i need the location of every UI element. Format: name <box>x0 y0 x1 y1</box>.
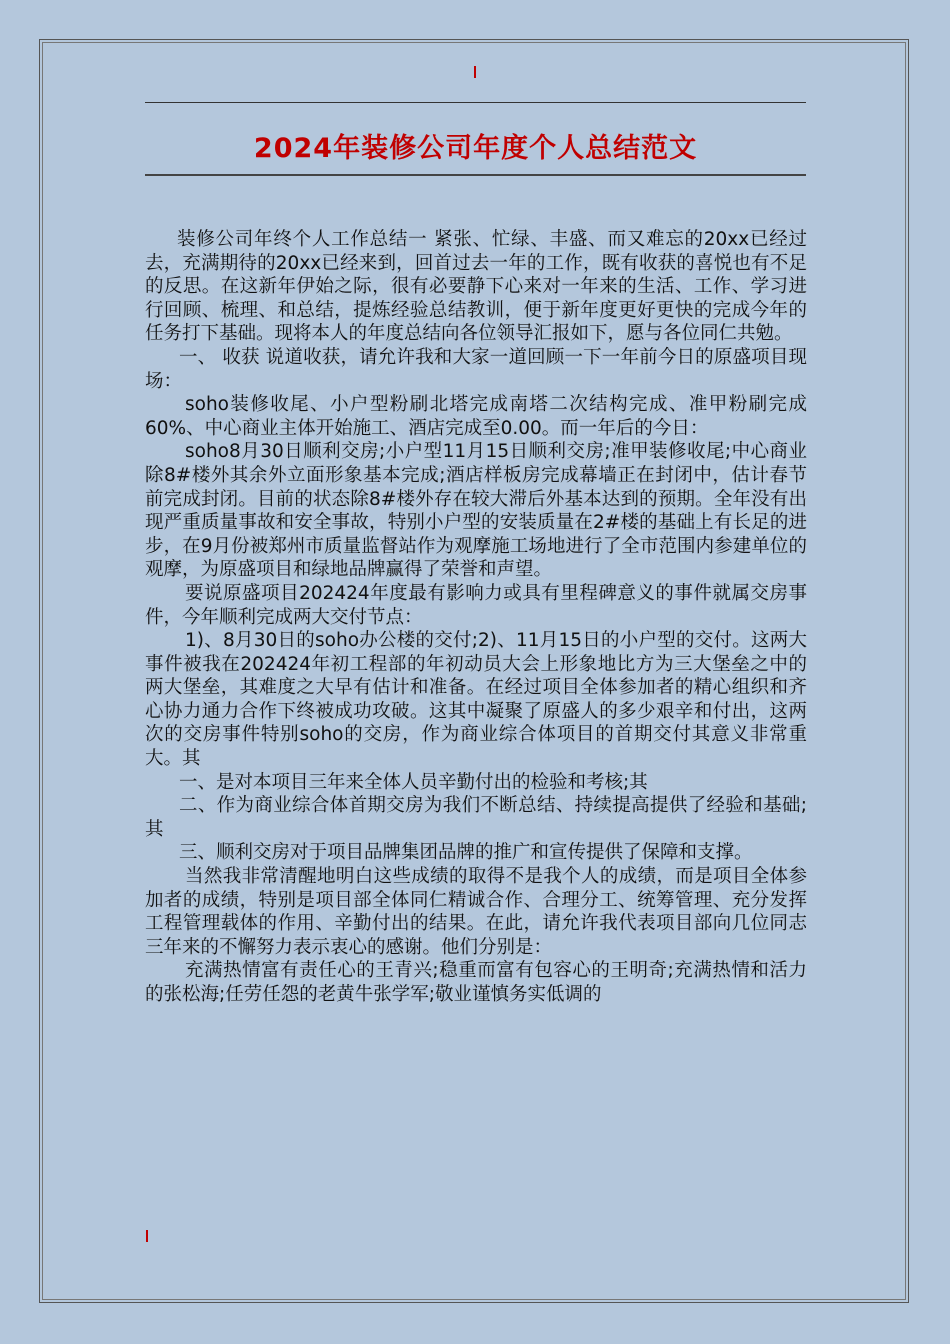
paragraph: 1)、8月30日的soho办公楼的交付;2)、11月15日的小户型的交付。这两大事件被我在202424年初工程部的年初动员大会上形象地比方为三大堡垒之中的两大堡垒，其难度之大早有估计和准备。在经过项目全体参加者的精心组织和齐心协力通力合作下终被成功攻破。这其中凝聚了原盛人的多少艰辛和付出，这两次的交房事件特别soho的交房，作为商业综合体项目的首期交付其意义非常重大。其 <box>145 630 807 770</box>
header-text-cursor <box>474 66 476 78</box>
paragraph: 二、作为商业综合体首期交房为我们不断总结、持续提高提供了经验和基础;其 <box>145 795 807 840</box>
title-underline <box>145 174 806 176</box>
header-rule <box>145 102 806 103</box>
footer-text-cursor <box>146 1230 148 1242</box>
paragraph: soho装修收尾、小户型粉刷北塔完成南塔二次结构完成、准甲粉刷完成60%、中心商业主体开始施工、酒店完成至0.00。而一年后的今日： <box>145 394 807 439</box>
document-title: 2024年装修公司年度个人总结范文 <box>253 133 698 164</box>
paragraph: 三、顺利交房对于项目品牌集团品牌的推广和宣传提供了保障和支撑。 <box>179 842 753 864</box>
paragraph: 当然我非常清醒地明白这些成绩的取得不是我个人的成绩，而是项目全体参加者的成绩，特别是项目部全体同仁精诚合作、合理分工、统筹管理、充分发挥工程管理载体的作用、辛勤付出的结果。在此，请允许我代表项目部向几位同志三年来的不懈努力表示衷心的感谢。他们分别是： <box>145 866 807 958</box>
paragraph: 一、是对本项目三年来全体人员辛勤付出的检验和考核;其 <box>179 771 648 793</box>
paragraph: 要说原盛项目202424年度最有影响力或具有里程碑意义的事件就属交房事件，今年顺利完成两大交付节点： <box>145 582 807 628</box>
paragraph: 装修公司年终个人工作总结一 紧张、忙绿、丰盛、而又难忘的20xx已经过去，充满期待的20xx已经来到，回首过去一年的工作，既有收获的喜悦也有不足的反思。在这新年伊始之际，很有必要静下心来对一年来的生活、工作、学习进行回顾、梳理、和总结，提炼经验总结教训，便于新年度更好更快的完成今年的任务打下基础。现将本人的年度总结向各位领导汇报如下，愿与各位同仁共勉。 <box>145 229 807 345</box>
document-body <box>145 228 807 1007</box>
paragraph: 一、 收获 说道收获，请允许我和大家一道回顾一下一年前今日的原盛项目现场： <box>145 346 807 392</box>
paragraph: 充满热情富有责任心的王青兴;稳重而富有包容心的王明奇;充满热情和活力的张松海;任劳任怨的老黄牛张学军;敬业谨慎务实低调的 <box>145 960 807 1005</box>
paragraph: soho8月30日顺利交房;小户型11月15日顺利交房;准甲装修收尾;中心商业除8#楼外其余外立面形象基本完成;酒店样板房完成幕墙正在封闭中，估计春节前完成封闭。目前的状态除8#楼外存在较大滞后外基本达到的预期。全年没有出现严重质量事故和安全事故，特别小户型的安装质量在2#楼的基础上有长足的进步，在9月份被郑州市质量监督站作为观摩施工场地进行了全市范围内参建单位的观摩，为原盛项目和绿地品牌赢得了荣誉和声望。 <box>145 441 807 581</box>
